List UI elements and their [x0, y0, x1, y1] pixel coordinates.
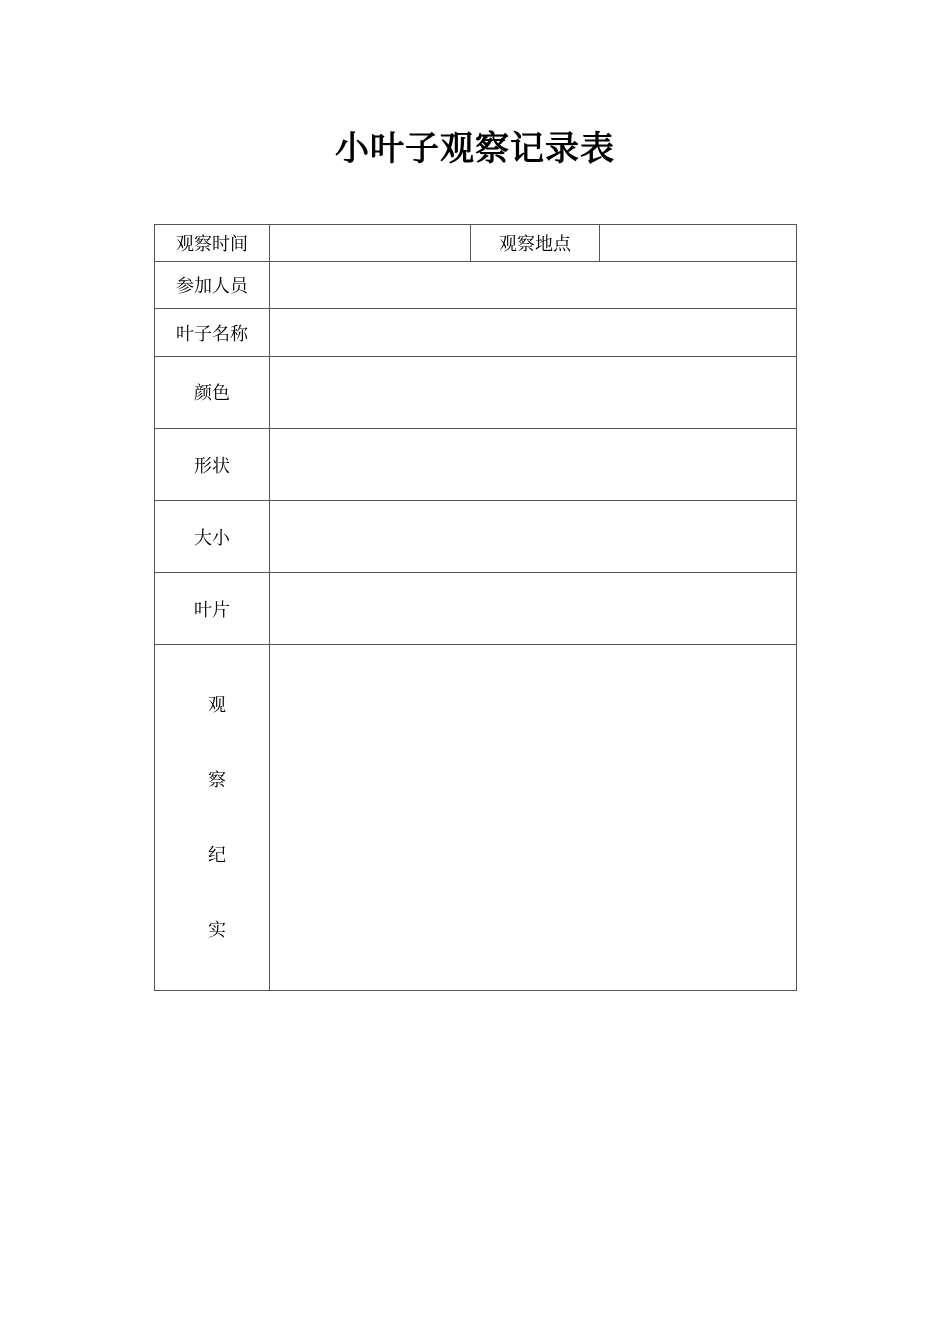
- row-time-place: [155, 225, 797, 262]
- observation-place-field[interactable]: [600, 225, 797, 262]
- page-title: 小叶子观察记录表: [335, 129, 615, 169]
- color-label: 颜色: [155, 357, 270, 429]
- row-blade: [155, 573, 797, 645]
- record-label-stack: [155, 668, 269, 968]
- shape-field[interactable]: [270, 429, 797, 501]
- shape-label: 形状: [155, 429, 270, 501]
- row-size: [155, 501, 797, 573]
- record-field[interactable]: [270, 645, 797, 991]
- row-participants: [155, 262, 797, 309]
- row-record: [155, 645, 797, 991]
- row-color: [155, 357, 797, 429]
- record-label-char: 纪: [208, 844, 226, 866]
- record-label-char: 实: [208, 919, 226, 941]
- participants-label: 参加人员: [155, 262, 270, 309]
- row-shape: [155, 429, 797, 501]
- observation-time-label: 观察时间: [155, 225, 270, 262]
- row-leaf-name: [155, 309, 797, 357]
- record-label: [155, 645, 270, 991]
- size-field[interactable]: [270, 501, 797, 573]
- participants-field[interactable]: [270, 262, 797, 309]
- observation-place-label: 观察地点: [471, 225, 600, 262]
- leaf-name-field[interactable]: [270, 309, 797, 357]
- observation-record-table: [154, 224, 797, 991]
- blade-label: 叶片: [155, 573, 270, 645]
- leaf-name-label: 叶子名称: [155, 309, 270, 357]
- record-label-char: 察: [208, 769, 226, 791]
- color-field[interactable]: [270, 357, 797, 429]
- observation-time-field[interactable]: [270, 225, 471, 262]
- blade-field[interactable]: [270, 573, 797, 645]
- record-label-char: 观: [208, 694, 226, 716]
- size-label: 大小: [155, 501, 270, 573]
